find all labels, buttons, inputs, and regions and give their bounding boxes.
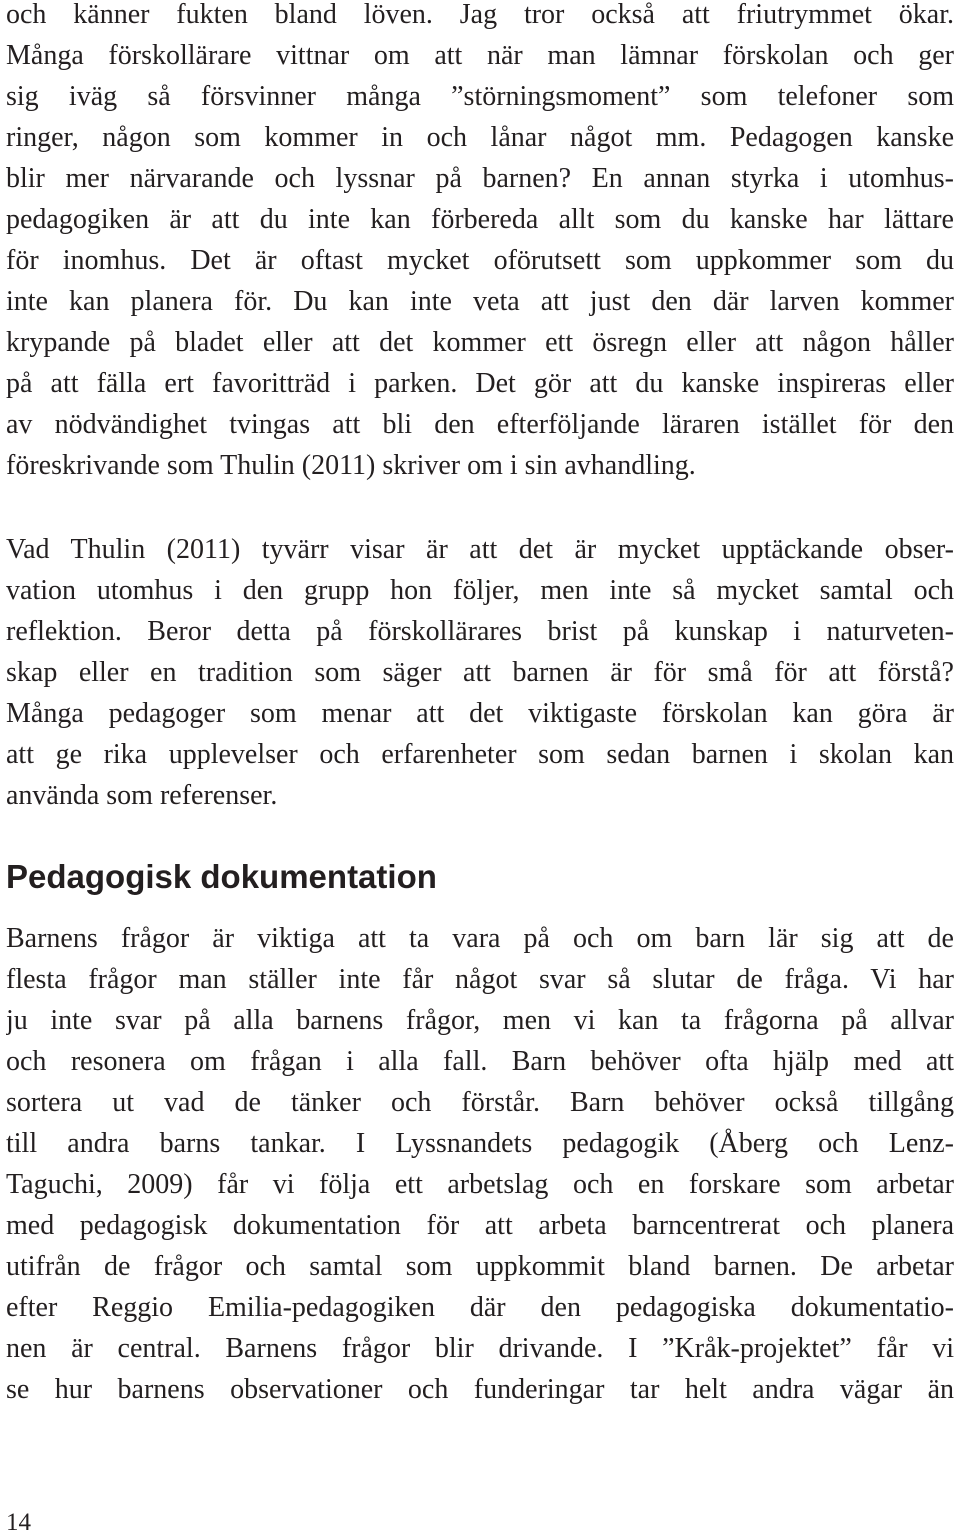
text-line: och känner fukten bland löven. Jag tror också att friutrymmet ökar. <box>6 0 954 30</box>
text-line: av nödvändighet tvingas att bli den efterföljande läraren istället för den <box>6 409 954 440</box>
text-line: Taguchi, 2009) får vi följa ett arbetslag och en forskare som arbetar <box>6 1169 954 1200</box>
text-line: sortera ut vad de tänker och förstår. Barn behöver också tillgång <box>6 1087 954 1118</box>
text-line: inte kan planera för. Du kan inte veta att just den där larven kommer <box>6 286 954 317</box>
text-line: Barnens frågor är viktiga att ta vara på och om barn lär sig att de <box>6 923 954 954</box>
body-paragraph-3 <box>6 918 954 1410</box>
text-line: på att fälla ert favoritträd i parken. Det gör att du kanske inspireras eller <box>6 368 954 399</box>
text-line: utifrån de frågor och samtal som uppkommit bland barnen. De arbetar <box>6 1251 954 1282</box>
text-line: Vad Thulin (2011) tyvärr visar är att det är mycket upptäckande obser- <box>6 534 954 565</box>
text-line: flesta frågor man ställer inte får något svar så slutar de fråga. Vi har <box>6 964 954 995</box>
text-line: skap eller en tradition som säger att barnen är för små för att förstå? <box>6 657 954 688</box>
text-line: ju inte svar på alla barnens frågor, men vi kan ta frågorna på allvar <box>6 1005 954 1036</box>
text-line: vation utomhus i den grupp hon följer, men inte så mycket samtal och <box>6 575 954 606</box>
text-line: att ge rika upplevelser och erfarenheter som sedan barnen i skolan kan <box>6 739 954 770</box>
text-line: se hur barnens observationer och funderingar tar helt andra vägar än <box>6 1374 954 1405</box>
text-line: reflektion. Beror detta på förskollärares brist på kunskap i naturveten- <box>6 616 954 647</box>
text-line: använda som referenser. <box>6 780 278 811</box>
text-line: till andra barns tankar. I Lyssnandets pedagogik (Åberg och Lenz- <box>6 1128 954 1159</box>
text-line: Många förskollärare vittnar om att när man lämnar förskolan och ger <box>6 40 954 71</box>
section-heading: Pedagogisk dokumentation <box>6 858 437 895</box>
text-line: för inomhus. Det är oftast mycket oförutsett som uppkommer som du <box>6 245 954 276</box>
text-line: sig iväg så försvinner många ”störningsmoment” som telefoner som <box>6 81 954 112</box>
text-line: efter Reggio Emilia-pedagogiken där den pedagogiska dokumentatio- <box>6 1292 954 1323</box>
text-line: Många pedagoger som menar att det viktigaste förskolan kan göra är <box>6 698 954 729</box>
text-line: krypande på bladet eller att det kommer ett ösregn eller att någon håller <box>6 327 954 358</box>
text-line: pedagogiken är att du inte kan förbereda allt som du kanske har lättare <box>6 204 954 235</box>
text-line: föreskrivande som Thulin (2011) skriver om i sin avhandling. <box>6 450 696 481</box>
body-paragraph-1 <box>6 0 954 486</box>
text-line: nen är central. Barnens frågor blir drivande. I ”Kråk-projektet” får vi <box>6 1333 954 1364</box>
text-line: ringer, någon som kommer in och lånar något mm. Pedagogen kanske <box>6 122 954 153</box>
page-number: 14 <box>6 1509 31 1536</box>
body-paragraph-2 <box>6 529 954 816</box>
text-line: blir mer närvarande och lyssnar på barnen? En annan styrka i utomhus- <box>6 163 954 194</box>
text-line: och resonera om frågan i alla fall. Barn behöver ofta hjälp med att <box>6 1046 954 1077</box>
text-line: med pedagogisk dokumentation för att arbeta barncentrerat och planera <box>6 1210 954 1241</box>
